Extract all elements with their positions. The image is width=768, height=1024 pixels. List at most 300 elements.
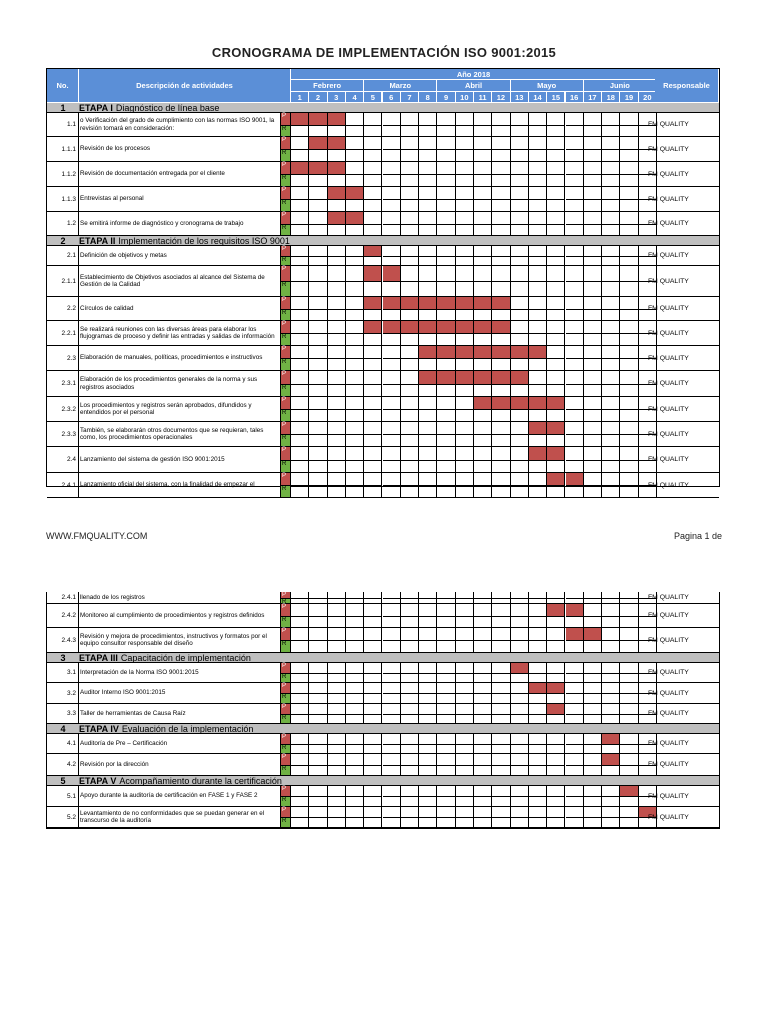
week-cell [474,704,492,723]
week-cell [492,113,510,136]
header-week-11: 11 [474,92,492,103]
real-cell [309,358,326,370]
real-cell [419,460,436,473]
responsable: FM QUALITY [648,277,689,285]
activity-description: Definición de objetivos y metas [79,246,281,265]
real-cell [383,174,400,186]
week-cell [584,297,602,320]
plan-bar-cell [328,371,345,385]
plan-real-labels [281,321,291,345]
week-cell [346,628,364,652]
week-cell [383,297,401,320]
real-cell [346,256,363,266]
real-label: R [281,358,290,370]
real-cell [291,281,308,296]
week-cell [419,628,437,652]
plan-bar-cell [437,371,454,385]
real-cell [291,358,308,370]
real-cell [456,460,473,473]
week-cell [346,734,364,753]
real-cell [309,224,326,236]
plan-real-labels [281,754,291,775]
etapa-title [79,653,251,662]
real-cell [364,616,381,628]
week-cell [584,422,602,446]
real-cell [401,673,418,683]
week-cell [566,187,584,211]
week-cell [309,397,327,421]
week-cell [383,786,401,806]
table-row [47,786,719,807]
header-week-1: 1 [291,92,309,103]
plan-real-labels [281,447,291,472]
real-cell [364,434,381,446]
real-cell [328,714,345,724]
week-cell [383,371,401,396]
plan-bar-cell [584,447,601,461]
real-cell [474,460,491,473]
week-cell [383,346,401,370]
real-cell [529,149,546,161]
week-cell [328,212,346,235]
plan-bar-cell [547,371,564,385]
plan-bar-cell [401,447,418,461]
activity-description: Elaboración de los procedimientos generales de la norma y sus registros asociados [79,371,281,396]
week-cell [437,734,455,753]
real-cell [437,149,454,161]
week-cell [511,371,529,396]
real-cell [529,714,546,724]
real-cell [291,693,308,703]
week-cell [383,704,401,723]
week-cell [456,246,474,265]
week-cell [364,266,382,296]
real-label: R [281,224,290,236]
responsable: FM QUALITY [648,740,689,747]
week-cell [584,212,602,235]
week-cell [291,807,309,827]
week-cell [566,266,584,296]
real-cell [584,796,601,806]
real-cell [620,640,637,652]
real-cell [511,598,528,604]
week-cell [456,734,474,753]
real-label: R [281,765,290,776]
table-row [47,266,719,297]
week-cell [346,473,364,497]
real-cell [584,817,601,827]
real-cell [456,409,473,421]
week-cell [547,297,565,320]
real-cell [364,224,381,236]
week-cell [291,786,309,806]
activity-description: Revisión de los procesos [79,137,281,161]
week-cell [547,137,565,161]
real-label: R [281,693,290,703]
real-cell [547,598,564,604]
real-cell [492,224,509,236]
plan-real-labels [281,397,291,421]
plan-label: P [281,212,290,224]
activity-description: Se emitirá informe de diagnóstico y cronograma de trabajo [79,212,281,235]
week-cell [474,246,492,265]
real-cell [346,765,363,776]
real-cell [456,765,473,776]
activity-number: 4.2 [47,754,79,775]
table-row [47,734,719,754]
real-cell [364,693,381,703]
week-cell [529,473,547,497]
real-cell [620,358,637,370]
plan-bar-cell [383,371,400,385]
real-cell [511,199,528,211]
real-cell [511,224,528,236]
plan-real-labels [281,734,291,753]
plan-real-labels [281,297,291,320]
week-cell [602,137,620,161]
week-cell [620,321,638,345]
etapa-number: 1 [60,102,66,113]
week-cell [309,592,327,603]
plan-label: P [281,321,290,333]
activity-number: 2.1.1 [47,266,79,296]
week-cell [566,786,584,806]
table-row [47,683,719,704]
plan-bar-cell [401,371,418,385]
week-cell [328,786,346,806]
activity-number: 2.4 [47,447,79,472]
week-cell [474,447,492,472]
etapa-label: ETAPA II [79,235,116,246]
real-cell [492,744,509,754]
real-cell [584,281,601,296]
activity-description: Círculos de calidad [79,297,281,320]
header-week-5: 5 [364,92,382,103]
real-cell [419,333,436,345]
real-cell [419,598,436,604]
responsable: FM QUALITY [648,813,689,821]
week-cell [437,246,455,265]
real-cell [437,640,454,652]
real-cell [383,199,400,211]
header-month-2: Abril [437,80,510,92]
real-cell [584,485,601,497]
week-cell [511,628,529,652]
plan-label: P [281,704,290,714]
real-cell [566,149,583,161]
week-cell [602,447,620,472]
real-cell [566,409,583,421]
real-cell [547,693,564,703]
real-cell [419,714,436,724]
real-cell [492,174,509,186]
real-cell [456,149,473,161]
real-cell [437,460,454,473]
real-cell [291,796,308,806]
week-cell [547,683,565,703]
week-cell [492,266,510,296]
week-cell [291,297,309,320]
header-week-12: 12 [492,92,510,103]
real-cell [602,199,619,211]
week-cell [346,604,364,627]
real-cell [474,640,491,652]
week-cell [511,266,529,296]
real-cell [602,693,619,703]
week-cell [309,683,327,703]
week-cell [584,473,602,497]
real-cell [474,281,491,296]
week-cell [401,371,419,396]
week-cell [584,663,602,682]
week-cell [346,704,364,723]
responsable: FM QUALITY [648,405,689,413]
week-cell [620,604,638,627]
real-cell [346,744,363,754]
week-cell [401,447,419,472]
plan-bar-cell [437,447,454,461]
week-cell [474,663,492,682]
real-cell [383,434,400,446]
week-cell [602,754,620,775]
real-cell [602,174,619,186]
week-cell [529,628,547,652]
responsable: FM QUALITY [648,689,689,697]
schedule-table-page-2 [46,592,720,829]
real-cell [401,125,418,137]
real-cell [346,333,363,345]
real-cell [456,673,473,683]
week-cell [547,663,565,682]
week-cell [346,266,364,296]
week-cell [511,113,529,136]
week-cell [474,628,492,652]
week-cell [547,422,565,446]
real-cell [492,434,509,446]
responsable: FM QUALITY [648,430,689,438]
week-cell [291,604,309,627]
real-cell [291,485,308,497]
activity-number: 1.1 [47,113,79,136]
week-cell [346,137,364,161]
real-cell [474,616,491,628]
week-cell [309,604,327,627]
week-cell [383,473,401,497]
real-cell [346,125,363,137]
real-cell [328,598,345,604]
plan-bar-cell [602,371,619,385]
week-cell [474,754,492,775]
etapa-title [79,103,219,112]
week-cell [456,807,474,827]
week-cell [511,321,529,345]
week-cell [383,397,401,421]
real-cell [437,358,454,370]
real-cell [383,693,400,703]
activity-number: 3.2 [47,683,79,703]
plan-real-labels [281,346,291,370]
plan-label: P [281,592,290,598]
table-row [47,212,719,236]
real-cell [456,333,473,345]
real-cell [620,460,637,473]
real-cell [328,460,345,473]
activity-description: Se realizará reuniones con las diversas áreas para elaborar los flujogramas de proceso y definir las entradas y salidas de información [79,321,281,345]
week-cell [364,137,382,161]
real-cell [474,125,491,137]
week-cell [437,683,455,703]
real-cell [511,309,528,321]
real-cell [620,434,637,446]
real-cell [419,744,436,754]
week-cell [437,162,455,186]
week-cell [602,346,620,370]
week-cell [456,786,474,806]
real-cell [419,125,436,137]
real-cell [584,309,601,321]
footer-website: WWW.FMQUALITY.COM [46,531,148,541]
responsable: FM QUALITY [648,305,689,312]
real-cell [566,485,583,497]
week-cell [602,683,620,703]
real-cell [529,125,546,137]
week-cell [328,346,346,370]
week-cell [584,786,602,806]
real-cell [364,281,381,296]
real-cell [401,309,418,321]
real-label: R [281,460,290,473]
week-cell [474,734,492,753]
week-cell [529,113,547,136]
real-cell [566,256,583,266]
week-cell [401,704,419,723]
real-cell [401,616,418,628]
week-cell [309,807,327,827]
plan-label: P [281,266,290,281]
real-cell [401,149,418,161]
week-cell [346,807,364,827]
real-cell [401,714,418,724]
week-cell [529,397,547,421]
week-cell [529,754,547,775]
real-cell [291,744,308,754]
plan-bar-cell [364,266,381,282]
real-cell [566,616,583,628]
real-cell [401,384,418,397]
real-cell [437,384,454,397]
header-week-2: 2 [309,92,327,103]
week-cell [437,422,455,446]
week-cell [364,604,382,627]
week-cell [456,704,474,723]
real-cell [602,125,619,137]
responsable: FM QUALITY [648,220,689,227]
header-no: No. [47,69,79,103]
week-cell [419,592,437,603]
real-cell [474,309,491,321]
week-cell [291,113,309,136]
week-cell [291,137,309,161]
real-cell [547,485,564,497]
real-cell [511,281,528,296]
real-cell [291,199,308,211]
real-cell [602,598,619,604]
real-cell [602,673,619,683]
plan-bar-cell [419,371,436,385]
week-cell [401,187,419,211]
real-cell [547,796,564,806]
week-cell [602,246,620,265]
real-cell [291,598,308,604]
week-cell [620,212,638,235]
activity-number: 2.3 [47,346,79,370]
week-cell [529,604,547,627]
week-cell [309,786,327,806]
real-cell [456,256,473,266]
real-cell [383,281,400,296]
responsable: FM QUALITY [648,121,689,128]
etapa-title [79,776,282,785]
real-cell [401,640,418,652]
real-cell [309,174,326,186]
week-cell [401,212,419,235]
real-cell [511,817,528,827]
real-cell [492,714,509,724]
week-cell [602,371,620,396]
week-cell [401,162,419,186]
activity-description: Auditoría de Pre – Certificación [79,734,281,753]
real-cell [291,817,308,827]
activity-number: 1.1.3 [47,187,79,211]
real-cell [511,384,528,397]
responsable: FM QUALITY [648,329,689,337]
week-cell [328,592,346,603]
real-cell [566,693,583,703]
responsable: FM QUALITY [648,145,689,153]
week-cell [437,397,455,421]
plan-label: P [281,246,290,256]
real-cell [437,434,454,446]
week-cell [401,246,419,265]
responsable: FM QUALITY [648,380,689,387]
plan-real-labels [281,807,291,827]
week-cell [602,592,620,603]
real-cell [291,149,308,161]
plan-bar-cell [474,266,491,282]
real-cell [529,796,546,806]
real-cell [566,765,583,776]
real-cell [328,744,345,754]
table-row [47,592,719,604]
real-cell [474,409,491,421]
real-cell [511,714,528,724]
week-cell [474,592,492,603]
week-cell [419,162,437,186]
real-cell [602,224,619,236]
plan-bar-cell [328,447,345,461]
real-cell [419,281,436,296]
week-cell [437,113,455,136]
week-cell [456,604,474,627]
week-cell [566,628,584,652]
real-cell [584,224,601,236]
real-cell [328,199,345,211]
week-cell [437,187,455,211]
real-cell [364,125,381,137]
week-cell [456,473,474,497]
header-week-18: 18 [602,92,620,103]
week-cell [456,321,474,345]
